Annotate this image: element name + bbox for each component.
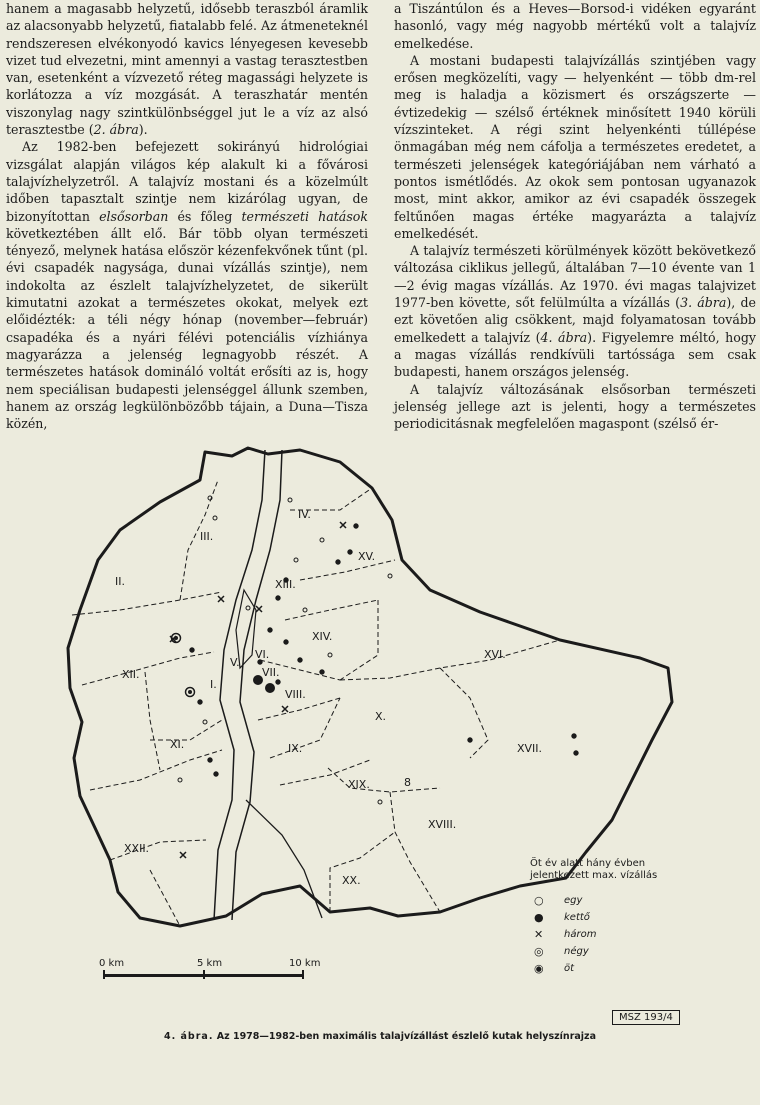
district-label: III.	[200, 530, 214, 543]
marker-two	[198, 700, 202, 704]
legend-row	[530, 926, 690, 943]
legend-row	[530, 892, 690, 909]
marker-one	[303, 608, 307, 612]
marker-one	[388, 574, 392, 578]
district-map	[0, 440, 760, 1023]
district-label: X.	[375, 710, 387, 723]
text-run: és főleg	[168, 208, 242, 224]
marker-three	[180, 852, 186, 858]
district-label: XIV.	[312, 630, 333, 643]
marker-two	[190, 648, 194, 652]
legend-symbol-icon: ●	[534, 910, 544, 924]
scale-label-5: 5 km	[197, 958, 223, 969]
district-label: XXII.	[124, 842, 150, 855]
legend-label: egy	[564, 894, 583, 906]
italic-text: 4. ábra	[540, 329, 588, 345]
text-run: Az 1982-ben befejezett sokirányú hidrológiai vizsgálat alapján világos kép alakult ki a fővárosi talajvízhelyzetről. A talajvíz mostani és a közelmúlt időben tapasztalt szintje nem kizárólag ugyan, de bizonyítottan	[6, 139, 368, 224]
district-label: XIX.	[348, 778, 370, 791]
paragraph	[394, 52, 756, 242]
district-label: XVII.	[517, 742, 543, 755]
scale-tick	[203, 970, 205, 979]
marker-two	[572, 734, 576, 738]
paragraph	[6, 138, 368, 432]
district-label: XVI.	[484, 648, 506, 661]
district-label: VII.	[262, 666, 280, 679]
marker-three	[218, 596, 224, 602]
district-label: XI.	[170, 738, 185, 751]
caption-label: 4. ábra.	[164, 1031, 214, 1042]
marker-two	[468, 738, 472, 742]
legend-label: három	[564, 928, 597, 940]
marker-two	[320, 670, 324, 674]
marker-four	[189, 691, 192, 694]
district-label: V.	[230, 656, 240, 669]
marker-one	[246, 606, 250, 610]
marker-one	[213, 516, 217, 520]
scale-tick	[302, 970, 304, 979]
marker-two	[208, 758, 212, 762]
well-markers	[172, 496, 579, 804]
marker-two	[214, 772, 218, 776]
legend-label: négy	[564, 945, 589, 957]
marker-three	[256, 606, 262, 612]
marker-three	[282, 706, 288, 712]
district-label: IV.	[298, 508, 311, 521]
legend-row	[530, 943, 690, 960]
marker-five	[266, 684, 275, 693]
legend-label: kettő	[564, 911, 590, 923]
text-column-left	[6, 0, 368, 432]
district-label: XV.	[358, 550, 376, 563]
marker-two	[574, 751, 578, 755]
marker-two	[284, 640, 288, 644]
legend-rows	[530, 892, 690, 977]
text-run: A talajvíz változásának elsősorban természeti jelenség jellege azt is jelenti, hogy a természetes periodicitásnak megfelelően magaspont (szélső ér-	[394, 381, 756, 432]
legend-symbol-icon: ◎	[534, 944, 544, 958]
text-run: A talajvíz természeti körülmények között bekövetkező változása ciklikus jellegű, általában 7—10 évente van 1—2 évig magas vízállás. Az 1970. évi magas talajvizet 1977-ben követte, sőt felülmúlta a vízállás (	[394, 243, 756, 311]
legend-symbol-icon: ◉	[534, 961, 544, 975]
legend-title: Öt év alatt hány évben jelentkezett max. vízállás	[530, 858, 658, 881]
marker-one	[378, 800, 382, 804]
district-labels	[115, 508, 542, 887]
marker-three-group	[170, 522, 346, 858]
italic-text: természeti hatások	[241, 208, 368, 224]
text-run: ).	[138, 122, 148, 138]
text-run: hanem a magasabb helyzetű, idősebb teraszból áramlik az alacsonyabb helyzetű, fiatalabb felé. Az átmeneteknél rendszeresen elvékonyodó kavics lényegesen kevesebb vizet tud elvezetni, mint amennyi a vastag terasztestben van, esetenként a vízvezető réteg magassági helyzete is korlátozza a víz mozgását. A teraszhatár mentén viszonylag nagy szintkülönbséggel jut le a víz az alsó terasztestbe (	[6, 1, 368, 138]
italic-text: 3. ábra	[680, 295, 727, 311]
district-borders	[72, 480, 560, 926]
district-label: I.	[210, 678, 217, 691]
legend-row	[530, 909, 690, 926]
district-label: VIII.	[285, 688, 306, 701]
italic-text: 2. ábra	[93, 122, 139, 138]
marker-one	[203, 720, 207, 724]
scale-label-10: 10 km	[289, 958, 321, 969]
marker-two	[298, 658, 302, 662]
marker-two	[348, 550, 352, 554]
legend-symbol-icon: ○	[534, 893, 544, 907]
map-id-box: MSZ 193/4	[612, 1010, 680, 1025]
district-label: XII.	[122, 668, 140, 681]
marker-two	[276, 680, 280, 684]
legend-symbol-icon: ✕	[534, 927, 544, 941]
district-label: IX.	[288, 742, 303, 755]
figure-caption	[150, 1031, 610, 1043]
paragraph	[394, 381, 756, 433]
marker-two	[336, 560, 340, 564]
paragraph	[394, 242, 756, 380]
danube-csepel-branch	[246, 800, 322, 918]
district-label: II.	[115, 575, 125, 588]
marker-three	[340, 522, 346, 528]
scale-tick	[103, 970, 105, 979]
text-run: A mostani budapesti talajvízállás szintjében vagy erősen megközelíti, vagy — helyenként — több dm-rel meg is haladja a közismert és országszerte — évtizedekig — szélső értéknek minősített 1940 körüli vízszinteket. A régi szint helyenkénti túllépése önmagában még nem cáfolja a természetes eredetet, a természeti jelenségek kategóriájában nem várható a pontos ismétlődés. Az okok sem pontosan ugyanazok most, mint akkor, amikor az évi csapadék összegek feltűnően magas értéke magyarázta a talajvíz emelkedését.	[394, 52, 756, 241]
district-label: XVIII.	[428, 818, 457, 831]
caption-text: Az 1978—1982-ben maximális talajvízállást észlelő kutak helyszínrajza	[216, 1031, 596, 1042]
marker-two	[276, 596, 280, 600]
text-run: ). Figyelemre méltó, hogy a magas vízállás rendkívüli tartóssága sem csak budapesti, hanem országos jelenség.	[394, 329, 756, 380]
text-run: következtében állt elő. Bár több olyan természeti tényező, melynek hatása először kézenfekvőnek tűnt (pl. évi csapadék nagysága, dunai vízállás szintje), nem indokolta az észlelt talajvízhelyzetet, de sikerült kimutatni azokat a természetes okokat, melyek ezt előidézték: a téli négy hónap (november—február) csapadéka és a nyári félévi potenciális vízhiánya magyarázza a jelenség legnagyobb részét. A természetes hatások domináló voltát erősíti az is, hogy nem speciálisan budapesti jelenséggel állunk szemben, hanem az ország legkülönbözőbb tájain, a Duna—Tisza közén,	[6, 225, 368, 432]
text-run: ), de ezt követően alig csökkent, majd folyamatosan tovább emelkedett a talajvíz (	[394, 295, 756, 345]
marker-one	[178, 778, 182, 782]
italic-text: elsősorban	[99, 208, 169, 224]
text-run: a Tiszántúlon és a Heves—Borsod-i vidéken egyaránt hasonló, vagy még nagyobb mértékű volt a talajvíz emelkedése.	[394, 1, 756, 51]
paragraph	[394, 0, 756, 52]
marker-two	[268, 628, 272, 632]
legend-row	[530, 960, 690, 977]
marker-one	[294, 558, 298, 562]
legend-label: öt	[564, 962, 575, 974]
marker-one	[288, 498, 292, 502]
district-label: VI.	[255, 648, 270, 661]
marker-two	[354, 524, 358, 528]
city-boundary	[68, 448, 672, 926]
paragraph	[6, 0, 368, 138]
danube-river-east	[232, 450, 282, 920]
marker-one	[328, 653, 332, 657]
text-column-right	[394, 0, 756, 432]
marker-one	[320, 538, 324, 542]
district-label: XIII.	[275, 578, 296, 591]
map-legend	[530, 858, 690, 977]
danube-river-west	[214, 450, 265, 920]
district-label: XX.	[342, 874, 361, 887]
scale-label-0: 0 km	[99, 958, 125, 969]
district-label: 8	[404, 776, 411, 789]
